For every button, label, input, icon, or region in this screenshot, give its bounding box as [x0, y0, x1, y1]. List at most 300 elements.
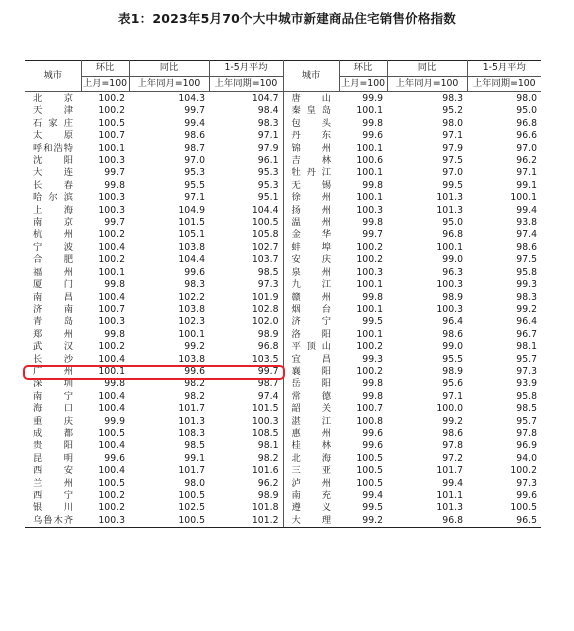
table-row: [25, 92, 541, 106]
city-cell: 温州: [291, 217, 331, 229]
yoy-cell: 95.5: [442, 353, 463, 365]
mom-cell: 100.3: [81, 515, 129, 528]
city-cell: 唐山: [291, 92, 331, 104]
yoy-cell: 98.0: [184, 477, 205, 489]
table-row: [25, 416, 541, 428]
ytd-cell: 99.7: [209, 366, 283, 378]
city-cell: 烟台: [291, 303, 331, 315]
ytd-cell: 98.9: [209, 490, 283, 502]
mom-cell: 99.6: [362, 130, 383, 142]
yoy-cell: 99.0: [442, 254, 463, 266]
ytd-cell: 98.5: [209, 267, 283, 279]
mom-cell: 99.8: [104, 328, 125, 340]
ytd-cell: 101.9: [209, 292, 283, 304]
yoy-cell: 98.2: [184, 378, 205, 390]
yoy-cell: 97.0: [184, 155, 205, 167]
city-cell: 南宁: [33, 390, 73, 402]
header-ytd: 1-5月平均: [467, 61, 541, 77]
yoy-cell: 104.4: [178, 254, 205, 266]
mom-cell: 100.2: [98, 93, 125, 104]
city-cell: 贵阳: [33, 440, 73, 452]
city-cell: 太原: [33, 130, 73, 142]
ytd-cell: 96.6: [516, 130, 537, 142]
ytd-cell: 100.5: [209, 217, 283, 229]
mom-cell: 99.8: [104, 179, 125, 191]
yoy-cell: 98.9: [442, 291, 463, 303]
header-mom: 环比: [339, 61, 387, 77]
ytd-cell: 95.0: [516, 105, 537, 117]
ytd-cell: 98.1: [209, 440, 283, 452]
mom-cell: 100.5: [356, 477, 383, 489]
yoy-cell: 103.8: [178, 241, 205, 253]
ytd-cell: 105.8: [209, 229, 283, 241]
header-yoy: 同比: [387, 61, 467, 77]
table-row: [25, 180, 541, 192]
yoy-cell: 101.3: [436, 502, 463, 514]
ytd-cell: 97.1: [516, 167, 537, 179]
mom-cell: 100.4: [98, 241, 125, 253]
table-row: [25, 478, 541, 490]
city-cell: 兰州: [33, 477, 73, 489]
city-cell: 重庆: [33, 415, 73, 427]
mom-cell: 100.1: [356, 142, 383, 154]
ytd-cell: 97.4: [516, 229, 537, 241]
ytd-cell: 97.1: [209, 130, 283, 142]
yoy-cell: 96.8: [387, 515, 467, 528]
city-cell: 包头: [291, 117, 331, 129]
yoy-cell: 101.5: [178, 217, 205, 229]
mom-cell: 100.4: [98, 353, 125, 365]
mom-cell: 100.7: [98, 130, 125, 142]
city-cell: 青岛: [33, 316, 73, 328]
mom-cell: 100.1: [356, 105, 383, 117]
city-cell: 大连: [33, 167, 73, 179]
city-cell: 呼和浩特: [33, 142, 73, 154]
mom-cell: 100.2: [98, 502, 125, 514]
ytd-cell: 95.1: [209, 192, 283, 204]
city-cell: 湛江: [291, 415, 331, 427]
ytd-cell: 103.7: [209, 254, 283, 266]
ytd-cell: 95.8: [516, 266, 537, 278]
table-row: [25, 217, 541, 229]
table-row: [25, 304, 541, 316]
ytd-cell: 100.1: [510, 192, 537, 204]
yoy-cell: 102.3: [178, 316, 205, 328]
yoy-cell: 101.7: [178, 403, 205, 415]
ytd-cell: 98.5: [516, 403, 537, 415]
mom-cell: 99.9: [362, 93, 383, 104]
table-row: [25, 453, 541, 465]
ytd-cell: 97.3: [209, 279, 283, 291]
header-yoy-base: 上年同月=100: [129, 76, 209, 92]
yoy-cell: 97.1: [442, 390, 463, 402]
table-row: [25, 167, 541, 179]
header-yoy-base: 上年同月=100: [387, 76, 467, 92]
ytd-cell: 96.4: [516, 316, 537, 328]
table-row: [25, 378, 541, 390]
ytd-cell: 95.7: [516, 415, 537, 427]
ytd-cell: 98.9: [209, 329, 283, 341]
yoy-cell: 98.9: [442, 365, 463, 377]
yoy-cell: 96.8: [442, 229, 463, 241]
city-cell: 南京: [33, 217, 73, 229]
mom-cell: 100.5: [356, 465, 383, 477]
mom-cell: 100.4: [98, 440, 125, 452]
ytd-cell: 95.3: [209, 167, 283, 179]
yoy-cell: 95.3: [184, 167, 205, 179]
city-cell: 桂林: [291, 440, 331, 452]
mom-cell: 99.5: [362, 316, 383, 328]
mom-cell: 99.5: [362, 502, 383, 514]
yoy-cell: 97.1: [184, 192, 205, 204]
city-cell: 合肥: [33, 254, 73, 266]
ytd-cell: 97.9: [209, 143, 283, 155]
mom-cell: 100.3: [356, 266, 383, 278]
city-cell: 韶关: [291, 403, 331, 415]
city-cell: 三亚: [291, 465, 331, 477]
city-cell: 西安: [33, 465, 73, 477]
city-cell: 乌鲁木齐: [25, 515, 81, 528]
mom-cell: 100.3: [356, 204, 383, 216]
mom-cell: 100.2: [356, 365, 383, 377]
yoy-cell: 100.5: [178, 490, 205, 501]
mom-cell: 100.1: [356, 328, 383, 340]
mom-cell: 100.2: [98, 254, 125, 266]
header-ytd-base: 上年同期=100: [467, 76, 541, 92]
ytd-cell: 99.6: [516, 490, 537, 501]
yoy-cell: 96.4: [442, 316, 463, 328]
yoy-cell: 95.6: [442, 378, 463, 390]
table-row: [25, 403, 541, 415]
mom-cell: 99.3: [362, 353, 383, 365]
mom-cell: 100.5: [356, 452, 383, 464]
mom-cell: 99.7: [104, 217, 125, 229]
yoy-cell: 105.1: [178, 229, 205, 241]
city-cell: 济南: [33, 303, 73, 315]
mom-cell: 99.2: [339, 515, 387, 528]
mom-cell: 100.8: [356, 415, 383, 427]
yoy-cell: 100.5: [129, 515, 209, 528]
city-cell: 遵义: [291, 502, 331, 514]
mom-cell: 100.1: [98, 266, 125, 278]
yoy-cell: 99.6: [184, 365, 205, 377]
ytd-cell: 99.4: [516, 204, 537, 216]
city-cell: 无锡: [291, 179, 331, 191]
mom-cell: 100.3: [98, 316, 125, 328]
city-cell: 扬州: [291, 204, 331, 216]
ytd-cell: 96.2: [209, 478, 283, 490]
city-cell: 安庆: [291, 254, 331, 266]
mom-cell: 100.2: [98, 105, 125, 117]
yoy-cell: 100.3: [436, 303, 463, 315]
ytd-cell: 98.2: [209, 453, 283, 465]
yoy-cell: 97.5: [442, 155, 463, 167]
ytd-cell: 98.1: [516, 341, 537, 353]
yoy-cell: 99.4: [442, 477, 463, 489]
ytd-cell: 97.8: [516, 427, 537, 439]
city-cell: 海口: [33, 403, 73, 415]
yoy-cell: 101.3: [178, 415, 205, 427]
mom-cell: 99.6: [362, 440, 383, 452]
mom-cell: 99.8: [362, 390, 383, 402]
mom-cell: 100.4: [98, 291, 125, 303]
mom-cell: 99.7: [104, 167, 125, 179]
yoy-cell: 99.6: [184, 266, 205, 278]
city-cell: 西宁: [33, 490, 73, 501]
ytd-cell: 95.8: [516, 390, 537, 402]
yoy-cell: 98.0: [442, 117, 463, 129]
mom-cell: 99.8: [362, 217, 383, 229]
city-cell: 赣州: [291, 291, 331, 303]
city-cell: 昆明: [33, 452, 73, 464]
ytd-cell: 108.5: [209, 428, 283, 440]
mom-cell: 100.7: [356, 403, 383, 415]
ytd-cell: 101.6: [209, 465, 283, 477]
ytd-cell: 93.9: [516, 378, 537, 390]
yoy-cell: 97.1: [442, 130, 463, 142]
ytd-cell: 98.6: [516, 241, 537, 253]
table-row: [25, 391, 541, 403]
yoy-cell: 99.7: [184, 105, 205, 117]
highlight-box: [23, 365, 285, 380]
table-row: [25, 118, 541, 130]
yoy-cell: 99.2: [442, 415, 463, 427]
city-cell: 宁波: [33, 241, 73, 253]
table-row: [25, 242, 541, 254]
ytd-cell: 102.8: [209, 304, 283, 316]
yoy-cell: 96.3: [442, 266, 463, 278]
city-cell: 泸州: [291, 477, 331, 489]
ytd-cell: 95.7: [516, 353, 537, 365]
city-cell: 岳阳: [291, 378, 331, 390]
mom-cell: 100.5: [98, 477, 125, 489]
city-cell: 沈阳: [33, 155, 73, 167]
ytd-cell: 98.3: [209, 118, 283, 130]
yoy-cell: 95.5: [184, 179, 205, 191]
ytd-cell: 96.9: [516, 440, 537, 452]
mom-cell: 99.8: [362, 117, 383, 129]
city-cell: 徐州: [291, 192, 331, 204]
header-yoy: 同比: [129, 61, 209, 77]
header-ytd-base: 上年同期=100: [209, 76, 283, 92]
header-ytd: 1-5月平均: [209, 61, 283, 77]
header-mom-base: 上月=100: [339, 76, 387, 92]
ytd-cell: 96.7: [516, 328, 537, 340]
city-cell: 天津: [33, 105, 73, 117]
city-cell: 长沙: [33, 353, 73, 365]
mom-cell: 100.3: [98, 192, 125, 204]
table-row: [25, 490, 541, 502]
mom-cell: 99.7: [362, 229, 383, 241]
city-cell: 哈尔滨: [33, 192, 73, 204]
city-cell: 长春: [33, 179, 73, 191]
ytd-cell: 101.8: [209, 502, 283, 514]
city-cell: 北京: [33, 92, 73, 104]
yoy-cell: 95.2: [442, 105, 463, 117]
table-row: [25, 229, 541, 241]
yoy-cell: 98.7: [184, 142, 205, 154]
ytd-cell: 96.8: [516, 117, 537, 129]
mom-cell: 100.4: [98, 390, 125, 402]
ytd-cell: 98.7: [209, 378, 283, 390]
header-mom: 环比: [81, 61, 129, 77]
ytd-cell: 97.3: [516, 477, 537, 489]
city-cell: 南昌: [33, 291, 73, 303]
mom-cell: 99.6: [362, 427, 383, 439]
ytd-cell: 101.2: [209, 515, 283, 528]
city-cell: 牡丹江: [291, 167, 331, 179]
yoy-cell: 101.7: [436, 465, 463, 477]
table-title: 表1：2023年5月70个大中城市新建商品住宅销售价格指数: [118, 11, 456, 26]
yoy-cell: 98.3: [442, 93, 463, 104]
ytd-cell: 96.5: [467, 515, 541, 528]
yoy-cell: 98.6: [184, 130, 205, 142]
city-cell: 襄阳: [291, 365, 331, 377]
yoy-cell: 104.3: [178, 93, 205, 104]
mom-cell: 100.2: [356, 241, 383, 253]
yoy-cell: 104.9: [178, 204, 205, 216]
yoy-cell: 97.9: [442, 142, 463, 154]
mom-cell: 100.4: [98, 465, 125, 477]
mom-cell: 99.6: [104, 452, 125, 464]
table-row: [25, 205, 541, 217]
city-cell: 宜昌: [291, 353, 331, 365]
ytd-cell: 102.7: [209, 242, 283, 254]
yoy-cell: 100.3: [436, 279, 463, 291]
mom-cell: 100.1: [98, 365, 125, 377]
ytd-cell: 94.0: [516, 452, 537, 464]
yoy-cell: 100.0: [436, 403, 463, 415]
ytd-cell: 100.2: [510, 465, 537, 477]
city-cell: 南充: [291, 490, 331, 501]
header-city: 城市: [25, 61, 81, 92]
yoy-cell: 98.6: [442, 328, 463, 340]
price-index-table: [25, 60, 541, 528]
mom-cell: 100.2: [356, 341, 383, 353]
city-cell: 石家庄: [33, 117, 73, 129]
table-row: [25, 329, 541, 341]
mom-cell: 99.8: [362, 378, 383, 390]
yoy-cell: 101.3: [436, 204, 463, 216]
mom-cell: 100.2: [98, 229, 125, 241]
yoy-cell: 100.1: [178, 328, 205, 340]
city-cell: 杭州: [33, 229, 73, 241]
ytd-cell: 98.3: [516, 291, 537, 303]
yoy-cell: 97.2: [442, 452, 463, 464]
city-cell: 锦州: [291, 142, 331, 154]
mom-cell: 100.3: [98, 155, 125, 167]
city-cell: 济宁: [291, 316, 331, 328]
table-row: [25, 515, 541, 528]
yoy-cell: 102.2: [178, 291, 205, 303]
mom-cell: 100.4: [98, 403, 125, 415]
yoy-cell: 103.8: [178, 303, 205, 315]
city-cell: 惠州: [291, 427, 331, 439]
table-row: [25, 341, 541, 353]
table-row: [25, 130, 541, 142]
yoy-cell: 97.0: [442, 167, 463, 179]
table-row: [25, 502, 541, 514]
table-row: [25, 267, 541, 279]
ytd-cell: 101.5: [209, 403, 283, 415]
table-row: [25, 440, 541, 452]
city-cell: 洛阳: [291, 328, 331, 340]
city-cell: 丹东: [291, 130, 331, 142]
ytd-cell: 98.4: [209, 105, 283, 117]
ytd-cell: 97.3: [516, 365, 537, 377]
city-cell: 北海: [291, 452, 331, 464]
city-cell: 武汉: [33, 341, 73, 353]
mom-cell: 100.1: [98, 142, 125, 154]
ytd-cell: 97.0: [516, 142, 537, 154]
mom-cell: 100.3: [98, 204, 125, 216]
ytd-cell: 97.4: [209, 391, 283, 403]
table-row: [25, 192, 541, 204]
city-cell: 常德: [291, 390, 331, 402]
mom-cell: 99.8: [104, 279, 125, 291]
city-cell: 秦皇岛: [291, 105, 331, 117]
city-cell: 大理: [283, 515, 339, 528]
mom-cell: 99.8: [362, 291, 383, 303]
ytd-cell: 100.5: [510, 502, 537, 514]
yoy-cell: 102.5: [178, 502, 205, 514]
city-cell: 金华: [291, 229, 331, 241]
yoy-cell: 101.3: [436, 192, 463, 204]
city-cell: 平顶山: [291, 341, 331, 353]
yoy-cell: 101.1: [436, 490, 463, 501]
ytd-cell: 96.8: [209, 341, 283, 353]
ytd-cell: 99.2: [516, 303, 537, 315]
ytd-cell: 104.4: [209, 205, 283, 217]
yoy-cell: 98.6: [442, 427, 463, 439]
city-cell: 成都: [33, 427, 73, 439]
city-cell: 银川: [33, 502, 73, 514]
yoy-cell: 99.4: [184, 117, 205, 129]
table-row: [25, 428, 541, 440]
yoy-cell: 99.5: [442, 179, 463, 191]
yoy-cell: 95.0: [442, 217, 463, 229]
yoy-cell: 99.1: [184, 452, 205, 464]
yoy-cell: 99.0: [442, 341, 463, 353]
city-cell: 泉州: [291, 266, 331, 278]
ytd-cell: 97.5: [516, 254, 537, 266]
yoy-cell: 101.7: [178, 465, 205, 477]
city-cell: 深圳: [33, 378, 73, 390]
mom-cell: 100.1: [356, 303, 383, 315]
mom-cell: 100.1: [356, 279, 383, 291]
ytd-cell: 102.0: [209, 316, 283, 328]
mom-cell: 100.6: [356, 155, 383, 167]
ytd-cell: 98.0: [516, 93, 537, 104]
table-row: [25, 143, 541, 155]
yoy-cell: 98.2: [184, 390, 205, 402]
yoy-cell: 99.2: [184, 341, 205, 353]
city-cell: 吉林: [291, 155, 331, 167]
mom-cell: 99.9: [104, 415, 125, 427]
ytd-cell: 96.1: [209, 155, 283, 167]
ytd-cell: 104.7: [209, 92, 283, 106]
yoy-cell: 103.8: [178, 353, 205, 365]
city-cell: 郑州: [33, 328, 73, 340]
city-cell: 九江: [291, 279, 331, 291]
header-mom-base: 上月=100: [81, 76, 129, 92]
city-cell: 厦门: [33, 279, 73, 291]
table-row: [25, 105, 541, 117]
city-cell: 蚌埠: [291, 241, 331, 253]
yoy-cell: 98.3: [184, 279, 205, 291]
ytd-cell: 95.3: [209, 180, 283, 192]
header-city: 城市: [283, 61, 339, 92]
